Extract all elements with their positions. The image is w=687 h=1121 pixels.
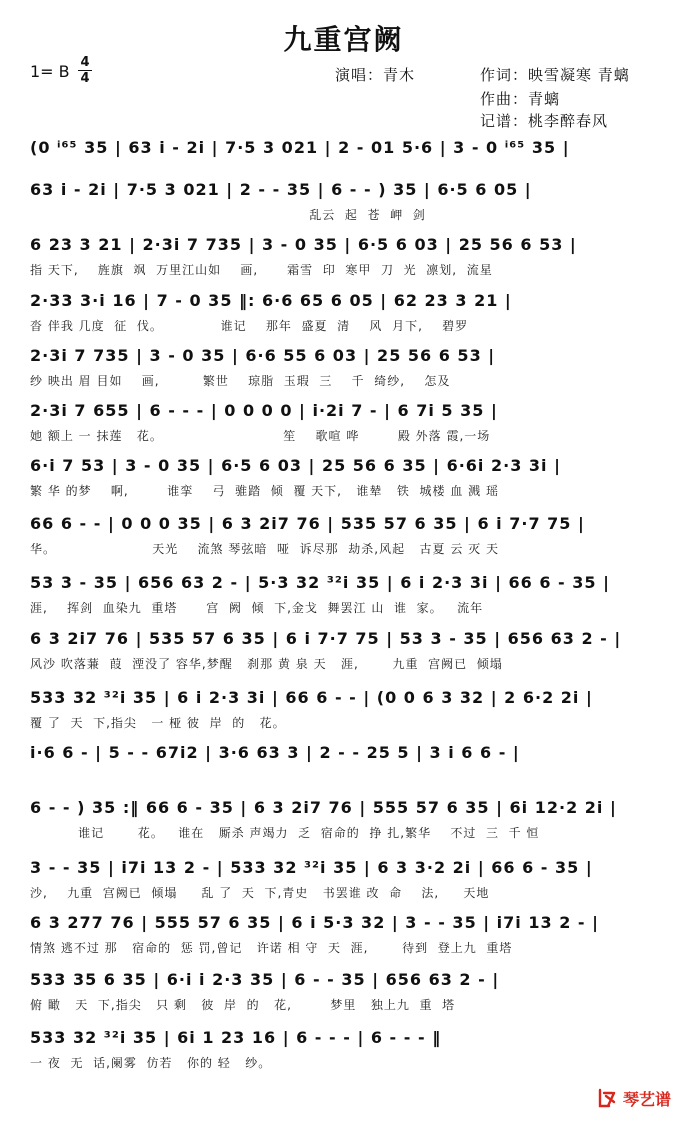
time-signature-bottom: 4 (80, 71, 90, 86)
score-line (30, 506, 664, 562)
score-line (30, 565, 664, 621)
notation-line: 63 i - 2i | 7·5 3 021 | 2 - - 35 | 6 - - ) 35 | 6·5 6 05 | (30, 180, 532, 199)
notation-line: 533 32 ³²i 35 | 6i 1 23 16 | 6 - - - | 6 - - - ‖ (30, 1028, 442, 1047)
lyric-line: 风沙 吹落蒹 葭 湮没了 容华,梦醒 刹那 黄 泉 天 涯, 九重 宫阙已 倾塌 (30, 657, 503, 671)
lyric-line: 繁 华 的梦 啊, 谁挛 弓 骓踏 倾 覆 天下, 谁辇 铁 城楼 血 溅 瑶 (30, 484, 499, 498)
notation-line: 66 6 - - | 0 0 0 35 | 6 3 2i7 76 | 535 57 6 35 | 6 i 7·7 75 | (30, 514, 585, 533)
score-line (30, 283, 664, 339)
notation-line: (0 ⁱ⁶⁵ 35 | 63 i - 2i | 7·5 3 021 | 2 - 01 5·6 | 3 - 0 ⁱ⁶⁵ 35 | (30, 138, 570, 157)
lyric-line: 她 额上 一 抹莲 花。 笙 歌喧 哗 殿 外落 霞,一场 (30, 429, 491, 443)
composer-credit: 作曲：青螭 (480, 90, 561, 108)
notation-line: 6·i 7 53 | 3 - 0 35 | 6·5 6 03 | 25 56 6 35 | 6·6i 2·3 3i | (30, 456, 561, 475)
lyric-line: 沓 伴我 几度 征 伐。 谁记 那年 盛夏 清 风 月下, 碧罗 (30, 319, 469, 333)
score-line (30, 227, 664, 283)
score-line (30, 905, 664, 961)
score-line (30, 680, 664, 736)
score-line (30, 735, 664, 791)
notation-line: 2·3i 7 655 | 6 - - - | 0 0 0 0 | i·2i 7 - | 6 7i 5 35 | (30, 401, 498, 420)
score-line (30, 790, 664, 846)
lyric-line: 华。 天光 流煞 琴弦暗 哑 诉尽那 劫杀,风起 古夏 云 灭 天 (30, 542, 499, 556)
score-line (30, 850, 664, 906)
notation-line: 53 3 - 35 | 656 63 2 - | 5·3 32 ³²i 35 | 6 i 2·3 3i | 66 6 - 35 | (30, 573, 610, 592)
score-line (30, 172, 664, 228)
time-signature-top: 4 (80, 55, 90, 70)
lyricist-credit: 作词：映雪凝寒 青螭 (480, 66, 630, 84)
score-line (30, 448, 664, 504)
watermark-brand: 琴艺谱 (622, 1089, 671, 1109)
lyric-line: 一 夜 无 话,阑雾 仿若 你的 轻 纱。 (30, 1056, 272, 1070)
lyric-line: 情煞 逃不过 那 宿命的 惩 罚,曾记 许诺 相 守 天 涯, 待到 登上九 重塔 (30, 941, 513, 955)
notation-line: 533 32 ³²i 35 | 6 i 2·3 3i | 66 6 - - | (0 0 6 3 32 | 2 6·2 2i | (30, 688, 593, 707)
notation-line: 6 3 277 76 | 555 57 6 35 | 6 i 5·3 32 | 3 - - 35 | i7i 13 2 - | (30, 913, 599, 932)
key-signature: 1= B (30, 62, 70, 81)
lyric-line: 沙, 九重 宫阙已 倾塌 乱 了 天 下,青史 书罢谁 改 命 法, 天地 (30, 886, 490, 900)
notation-line: 2·3i 7 735 | 3 - 0 35 | 6·6 55 6 03 | 25 56 6 53 | (30, 346, 496, 365)
lyric-line (30, 769, 664, 785)
lyric-line: 纱 映出 眉 目如 画, 繁世 琼脂 玉瑕 三 千 绮纱, 怎及 (30, 374, 451, 388)
score-line (30, 621, 664, 677)
score-line (30, 338, 664, 394)
lyric-line: 谁记 花。 谁在 厮杀 声竭力 乏 宿命的 挣 扎,繁华 不过 三 千 恒 (30, 826, 540, 840)
notation-line: i·6 6 - | 5 - - 67i2 | 3·6 63 3 | 2 - - 25 5 | 3 i 6 6 - | (30, 743, 520, 762)
qinyipu-logo-icon (597, 1087, 619, 1109)
score-line (30, 1020, 664, 1076)
lyric-line: 俯 瞰 天 下,指尖 只 剩 彼 岸 的 花, 梦里 独上九 重 塔 (30, 998, 456, 1012)
transcriber-credit: 记谱：桃李醉春风 (480, 112, 609, 130)
singer-credit: 演唱：青木 (335, 66, 416, 84)
score-line (30, 962, 664, 1018)
notation-line: 2·33 3·i 16 | 7 - 0 35 ‖: 6·6 65 6 05 | 62 23 3 21 | (30, 291, 512, 310)
time-signature (78, 56, 92, 85)
notation-line: 6 23 3 21 | 2·3i 7 735 | 3 - 0 35 | 6·5 6 03 | 25 56 6 53 | (30, 235, 577, 254)
page-title: 九重宫阙 (283, 23, 404, 56)
lyric-line: 乱云 起 苍 岬 剑 (30, 208, 426, 222)
watermark-logo (597, 1085, 671, 1111)
lyric-line: 覆 了 天 下,指尖 一 桠 彼 岸 的 花。 (30, 716, 286, 730)
notation-line: 6 3 2i7 76 | 535 57 6 35 | 6 i 7·7 75 | 53 3 - 35 | 656 63 2 - | (30, 629, 622, 648)
lyric-line: 涯, 挥剑 血染九 重塔 宫 阙 倾 下,金戈 舞罢江 山 谁 家。 流年 (30, 601, 484, 615)
notation-line: 533 35 6 35 | 6·i i 2·3 35 | 6 - - 35 | 656 63 2 - | (30, 970, 500, 989)
lyric-line: 指 天下, 旌旗 飒 万里江山如 画, 霜雪 印 寒甲 刀 光 凛划, 流星 (30, 263, 493, 277)
notation-line: 6 - - ) 35 :‖ 66 6 - 35 | 6 3 2i7 76 | 555 57 6 35 | 6i 12·2 2i | (30, 798, 617, 817)
score-line (30, 393, 664, 449)
notation-line: 3 - - 35 | i7i 13 2 - | 533 32 ³²i 35 | 6 3 3·2 2i | 66 6 - 35 | (30, 858, 593, 877)
